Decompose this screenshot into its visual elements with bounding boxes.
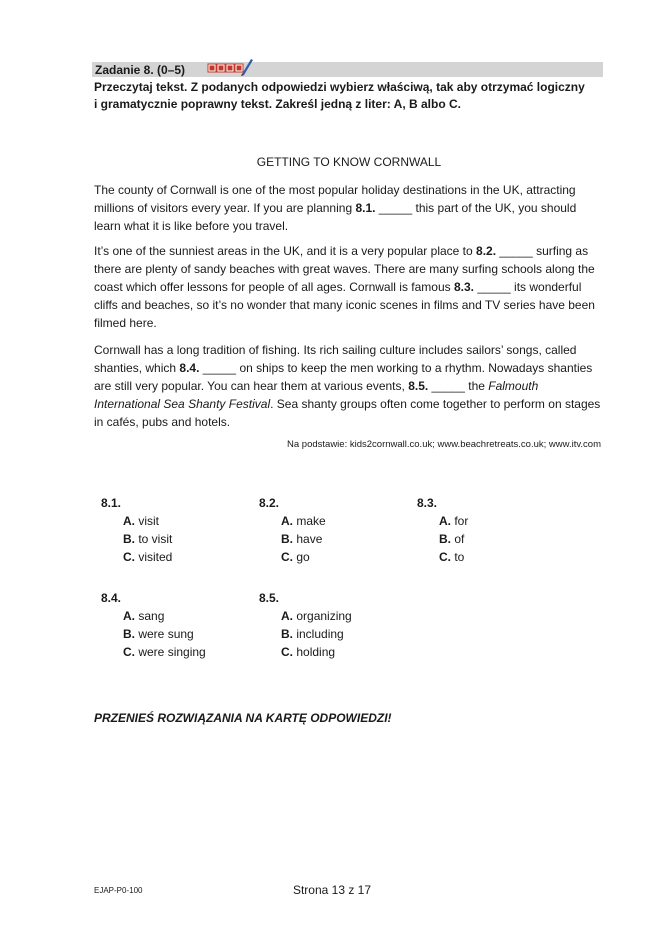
task-instructions <box>94 79 609 113</box>
option-item[interactable]: C. were singing <box>123 645 206 659</box>
page-number: Strona 13 z 17 <box>292 883 372 897</box>
transfer-answers-note: PRZENIEŚ ROZWIĄZANIA NA KARTĘ ODPOWIEDZI! <box>94 711 392 725</box>
question-number: 8.3. <box>417 496 438 510</box>
gap-8-5: 8.5. <box>408 379 429 394</box>
question-number: 8.4. <box>101 591 122 605</box>
option-item[interactable]: B. including <box>281 627 344 641</box>
instructions-line-2: i gramatycznie poprawny tekst. Zakreśl jedną z liter: A, B albo C. <box>94 97 461 111</box>
gap-8-1: 8.1. <box>355 201 376 216</box>
option-item[interactable]: A. visit <box>123 514 160 528</box>
option-item[interactable]: C. go <box>281 550 310 564</box>
gap-8-2: 8.2. <box>476 244 497 258</box>
question-number: 8.1. <box>101 496 122 510</box>
option-item[interactable]: B. of <box>439 532 465 546</box>
exam-code: EJAP-P0-100 <box>94 886 143 895</box>
option-item[interactable]: A. organizing <box>281 609 352 623</box>
option-item[interactable]: A. make <box>281 514 326 528</box>
pencil-score-icon <box>205 57 255 77</box>
score-boxes-icon <box>208 64 243 72</box>
instructions-line-1: Przeczytaj tekst. Z podanych odpowiedzi wybierz właściwą, tak aby otrzymać logiczny <box>94 80 585 94</box>
option-item[interactable]: B. to visit <box>123 532 173 546</box>
option-item[interactable]: C. to <box>439 550 465 564</box>
gap-8-4: 8.4. <box>179 361 200 376</box>
reading-text-title: GETTING TO KNOW CORNWALL <box>256 155 442 169</box>
source-citation: Na podstawie: kids2cornwall.co.uk; www.beachretreats.co.uk; www.itv.com <box>287 439 601 450</box>
gap-8-3: 8.3. <box>453 280 474 295</box>
paragraph-3: Cornwall has a long tradition of fishing. Its rich sailing culture includes sailors’ songs, called shanties, which 8.4. _____ on ships to keep the men working to a rhythm. Nowadays shanties are still very popular. You can hear them at various events, 8.5. _____ the Falmouth International Sea Shanty Festival. Sea shanty groups often come together to perform on stages in cafés, pubs and hotels. <box>94 343 601 430</box>
festival-name: Falmouth International Sea Shanty Festival <box>94 379 539 412</box>
option-item[interactable]: A. for <box>439 514 469 528</box>
question-number: 8.5. <box>259 591 280 605</box>
task-title: Zadanie 8. (0–5) <box>95 63 186 77</box>
option-item[interactable]: B. were sung <box>123 627 194 641</box>
option-item[interactable]: C. holding <box>281 645 336 659</box>
option-item[interactable]: C. visited <box>123 550 173 564</box>
paragraph-1: The county of Cornwall is one of the most popular holiday destinations in the UK, attracting millions of visitors every year. If you are planning 8.1. _____ this part of the UK, you should learn what it is like before you travel. <box>94 183 577 234</box>
option-item[interactable]: B. have <box>281 532 323 546</box>
paragraph-2: It’s one of the sunniest areas in the UK, and it is a very popular place to 8.2. _____ surfing as there are plenty of sandy beaches with great waves. There are many surfing schools along the coast which offer lessons for people of all ages. Cornwall is famous 8.3. _____ its wonderful cliffs and beaches, so it’s no wonder that many iconic scenes in films and TV series have been filmed here. <box>94 244 595 331</box>
option-item[interactable]: A. sang <box>123 609 165 623</box>
question-number: 8.2. <box>259 496 280 510</box>
